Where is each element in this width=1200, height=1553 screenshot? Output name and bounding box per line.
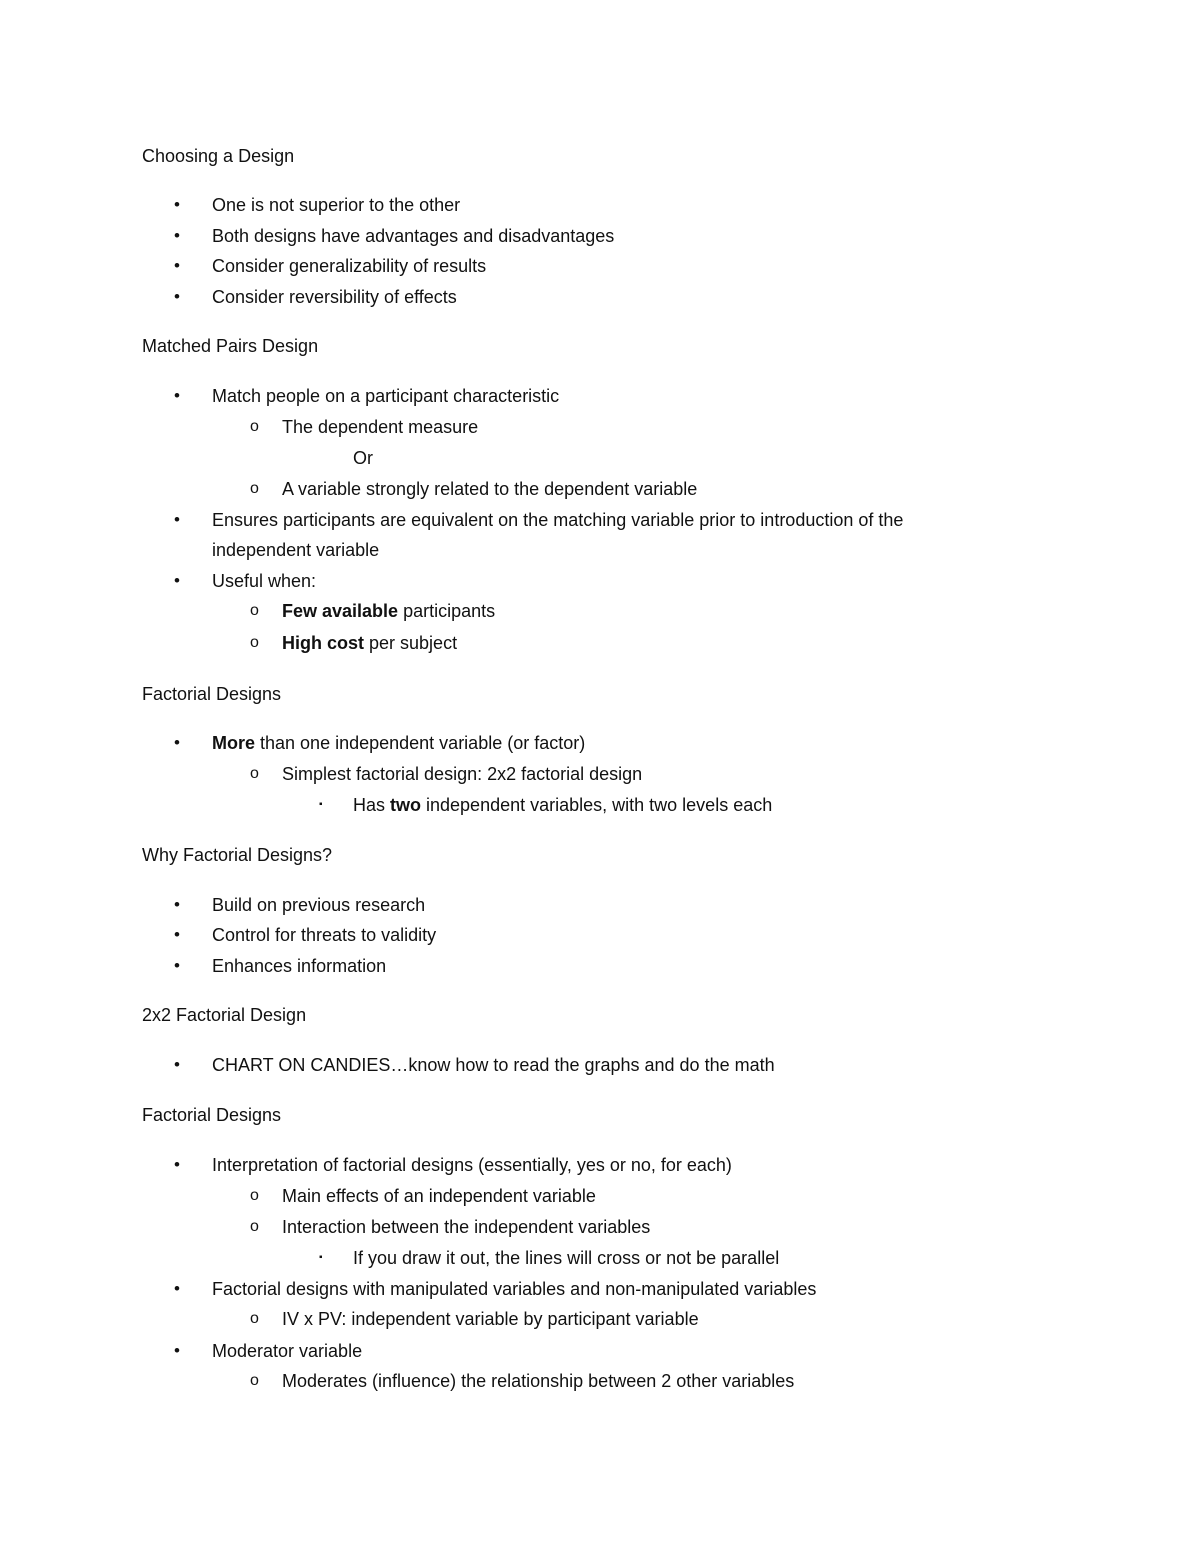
- text: per subject: [364, 633, 458, 653]
- bold-text: High cost: [282, 633, 365, 653]
- section-heading-matched-pairs: Matched Pairs Design: [142, 336, 319, 356]
- list-item: Consider generalizability of results: [212, 256, 487, 276]
- bold-text: More: [212, 733, 256, 753]
- subsub-bullet-marker: ▪: [319, 1252, 323, 1263]
- section-heading-2x2-factorial: 2x2 Factorial Design: [142, 1005, 307, 1025]
- list-item-continuation: independent variable: [212, 540, 380, 560]
- section-heading-factorial-designs-2: Factorial Designs: [142, 1105, 282, 1125]
- bullet-marker: •: [174, 386, 180, 405]
- list-item: Factorial designs with manipulated variables and non-manipulated variables: [212, 1279, 817, 1299]
- list-item: One is not superior to the other: [212, 195, 461, 215]
- text: participants: [398, 601, 496, 621]
- bullet-marker: •: [174, 510, 180, 529]
- sub-bullet-marker: o: [250, 480, 259, 497]
- sub-bullet-marker: o: [250, 1372, 259, 1389]
- sub-list-item: [282, 600, 495, 622]
- sub-list-item: Simplest factorial design: 2x2 factorial design: [282, 764, 643, 784]
- subsub-list-item: If you draw it out, the lines will cross or not be parallel: [353, 1248, 780, 1268]
- subsub-bullet-marker: ▪: [319, 799, 323, 810]
- sub-list-item: A variable strongly related to the dependent variable: [282, 479, 698, 499]
- bullet-marker: •: [174, 256, 180, 275]
- list-item: Both designs have advantages and disadvantages: [212, 226, 615, 246]
- sub-bullet-marker: o: [250, 765, 259, 782]
- sub-bullet-marker: o: [250, 1310, 259, 1327]
- sub-list-item: IV x PV: independent variable by participant variable: [282, 1309, 699, 1329]
- bullet-marker: •: [174, 1341, 180, 1360]
- bullet-marker: •: [174, 956, 180, 975]
- list-item: Moderator variable: [212, 1341, 363, 1361]
- section-heading-why-factorial: Why Factorial Designs?: [142, 845, 333, 865]
- list-item: Control for threats to validity: [212, 925, 437, 945]
- sub-list-item: Interaction between the independent variables: [282, 1217, 651, 1237]
- bullet-marker: •: [174, 571, 180, 590]
- list-item: Ensures participants are equivalent on the matching variable prior to introduction of the: [212, 510, 904, 530]
- sub-bullet-marker: o: [250, 634, 259, 651]
- bullet-marker: •: [174, 226, 180, 245]
- sub-list-item: [282, 632, 457, 654]
- bullet-marker: •: [174, 733, 180, 752]
- sub-bullet-marker: o: [250, 1187, 259, 1204]
- list-item: Match people on a participant characteristic: [212, 386, 560, 406]
- bullet-marker: •: [174, 1279, 180, 1298]
- sub-list-item: Main effects of an independent variable: [282, 1186, 596, 1206]
- list-item: Enhances information: [212, 956, 387, 976]
- list-item: [212, 732, 585, 754]
- text: than one independent variable (or factor): [255, 733, 586, 753]
- list-item: Interpretation of factorial designs (essentially, yes or no, for each): [212, 1155, 732, 1175]
- text: Has: [353, 795, 391, 815]
- bullet-marker: •: [174, 925, 180, 944]
- bold-text: two: [390, 795, 422, 815]
- text: independent variables, with two levels each: [421, 795, 773, 815]
- sub-list-item: The dependent measure: [282, 417, 479, 437]
- section-heading-factorial-designs: Factorial Designs: [142, 684, 282, 704]
- list-item: Useful when:: [212, 571, 317, 591]
- section-heading-choosing-design: Choosing a Design: [142, 146, 295, 166]
- sub-list-item: Moderates (influence) the relationship between 2 other variables: [282, 1371, 795, 1391]
- sub-bullet-marker: o: [250, 1218, 259, 1235]
- list-item: Build on previous research: [212, 895, 426, 915]
- sub-bullet-marker: o: [250, 418, 259, 435]
- list-item: CHART ON CANDIES…know how to read the graphs and do the math: [212, 1055, 775, 1075]
- bullet-marker: •: [174, 895, 180, 914]
- subsub-list-item: [353, 794, 772, 816]
- bold-text: Few available: [282, 601, 399, 621]
- sub-bullet-marker: o: [250, 602, 259, 619]
- bullet-marker: •: [174, 1155, 180, 1174]
- bullet-marker: •: [174, 287, 180, 306]
- or-text: Or: [353, 448, 373, 468]
- bullet-marker: •: [174, 195, 180, 214]
- list-item: Consider reversibility of effects: [212, 287, 457, 307]
- bullet-marker: •: [174, 1055, 180, 1074]
